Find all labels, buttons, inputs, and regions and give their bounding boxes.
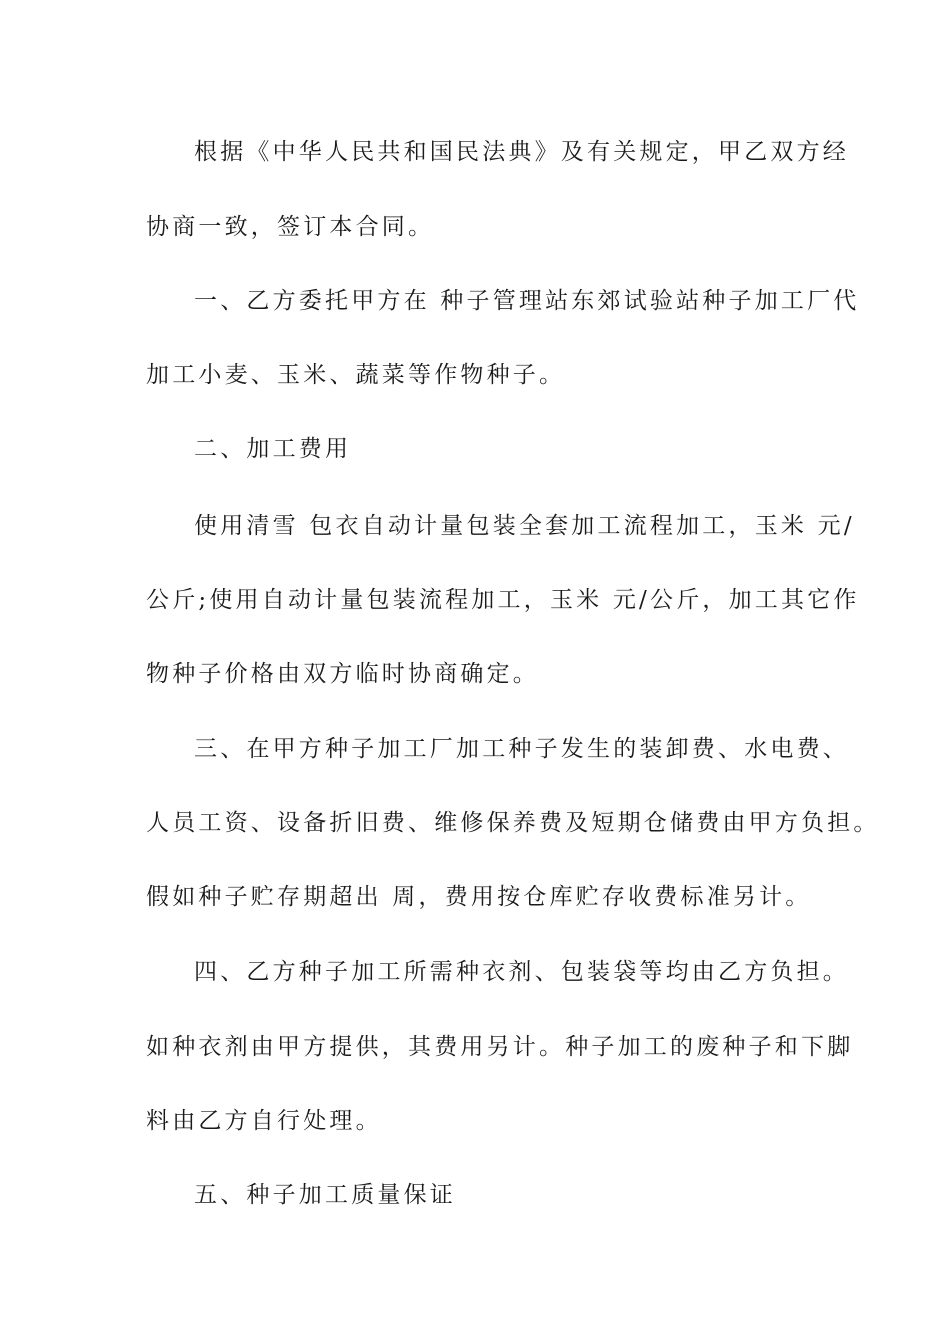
- paragraph-line: 协商一致，签订本合同。: [146, 214, 435, 240]
- section-heading: 二、加工费用: [194, 436, 352, 462]
- paragraph-line: 假如种子贮存期超出 周，费用按仓库贮存收费标准另计。: [146, 884, 812, 910]
- paragraph-line: 加工小麦、玉米、蔬菜等作物种子。: [146, 362, 566, 388]
- paragraph-line: 物种子价格由双方临时协商确定。: [146, 661, 539, 687]
- paragraph-line: 根据《中华人民共和国民法典》及有关规定，甲乙双方经: [194, 139, 849, 165]
- paragraph-line: 公斤;使用自动计量包装流程加工，玉米 元/公斤，加工其它作: [146, 587, 860, 613]
- paragraph-line: 四、乙方种子加工所需种衣剂、包装袋等均由乙方负担。: [194, 959, 849, 985]
- paragraph-line: 人员工资、设备折旧费、维修保养费及短期仓储费由甲方负担。: [146, 810, 880, 836]
- paragraph-line: 料由乙方自行处理。: [146, 1108, 382, 1134]
- paragraph-line: 三、在甲方种子加工厂加工种子发生的装卸费、水电费、: [194, 736, 849, 762]
- section-heading: 五、种子加工质量保证: [194, 1182, 456, 1208]
- paragraph-line: 如种衣剂由甲方提供，其费用另计。种子加工的废种子和下脚: [146, 1034, 854, 1060]
- paragraph-line: 使用清雪 包衣自动计量包装全套加工流程加工，玉米 元/: [194, 513, 855, 539]
- paragraph-line: 一、乙方委托甲方在 种子管理站东郊试验站种子加工厂代: [194, 288, 860, 314]
